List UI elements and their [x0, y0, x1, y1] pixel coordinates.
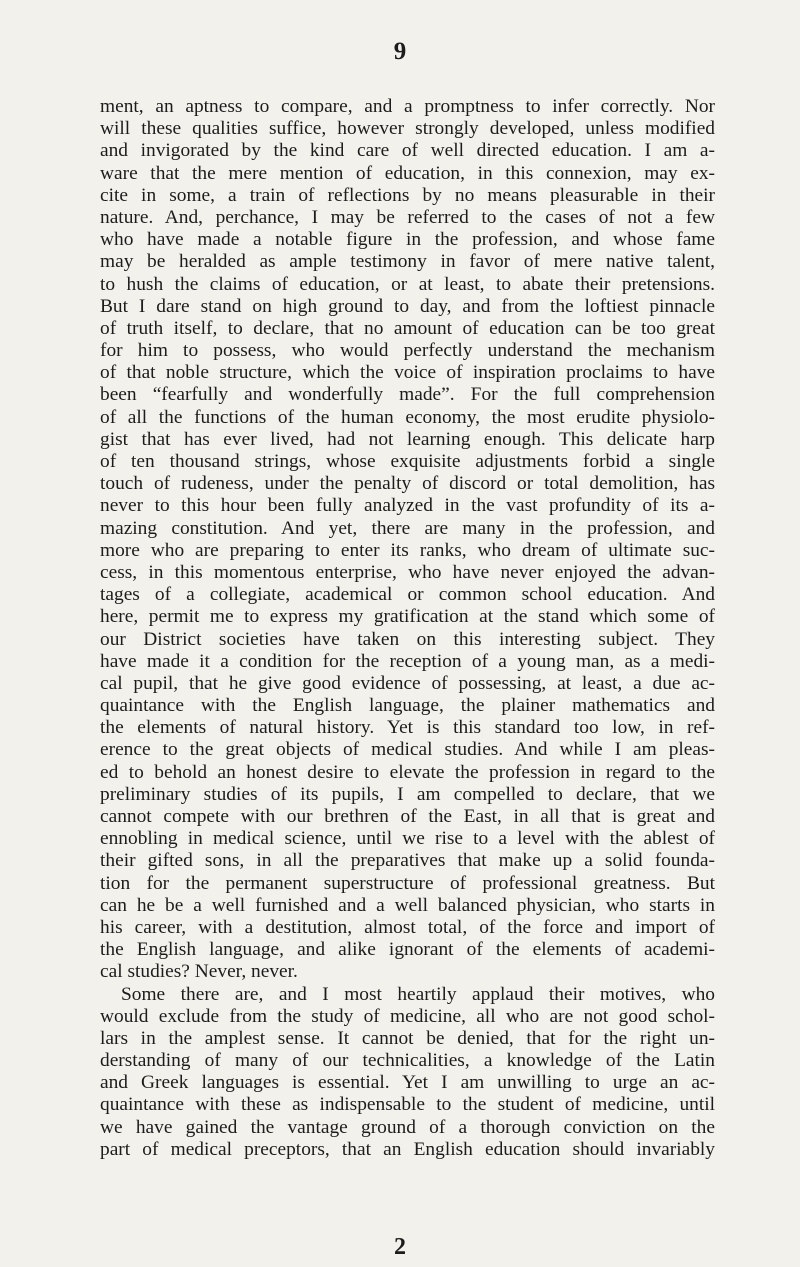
text-line: our District societies have taken on this interesting subject. They: [100, 628, 715, 650]
text-line: ennobling in medical science, until we rise to a level with the ablest of: [100, 828, 715, 850]
text-line: to hush the claims of education, or at least, to abate their pretensions.: [100, 273, 715, 295]
text-line: of that noble structure, which the voice of inspiration proclaims to have: [100, 362, 715, 384]
text-line: been “fearfully and wonderfully made”. For the full comprehension: [100, 384, 715, 406]
text-line: of truth itself, to declare, that no amount of education can be too great: [100, 317, 715, 339]
text-line: we have gained the vantage ground of a thorough conviction on the: [100, 1116, 715, 1138]
text-line: here, permit me to express my gratification at the stand which some of: [100, 606, 715, 628]
text-line: his career, with a destitution, almost total, of the force and import of: [100, 916, 715, 938]
page-number: 9: [393, 38, 407, 65]
text-line: part of medical preceptors, that an English education should invariably: [100, 1138, 715, 1160]
text-line: mazing constitution. And yet, there are many in the profession, and: [100, 517, 715, 539]
text-line: and Greek languages is essential. Yet I am unwilling to urge an ac-: [100, 1072, 715, 1094]
text-line: the English language, and alike ignorant of the elements of academi-: [100, 939, 715, 961]
text-line: more who are preparing to enter its ranks, who dream of ultimate suc-: [100, 539, 715, 561]
text-line: ed to behold an honest desire to elevate the profession in regard to the: [100, 761, 715, 783]
text-line: lars in the amplest sense. It cannot be denied, that for the right un-: [100, 1027, 715, 1049]
text-line: and invigorated by the kind care of well directed education. I am a-: [100, 140, 715, 162]
text-line: for him to possess, who would perfectly understand the mechanism: [100, 340, 715, 362]
text-line: tion for the permanent superstructure of professional greatness. But: [100, 872, 715, 894]
text-line: the elements of natural history. Yet is this standard too low, in ref-: [100, 717, 715, 739]
text-line: will these qualities suffice, however strongly developed, unless modified: [100, 118, 715, 140]
text-line-paragraph-start: Some there are, and I most heartily applaud their motives, who: [121, 983, 715, 1005]
text-line: cannot compete with our brethren of the East, in all that is great and: [100, 806, 715, 827]
signature-mark: 2: [394, 1234, 406, 1260]
text-line: cal pupil, that he give good evidence of possessing, at least, a due ac-: [100, 672, 715, 694]
text-line: who have made a notable figure in the profession, and whose fame: [100, 229, 715, 251]
text-line: erence to the great objects of medical studies. And while I am pleas-: [100, 739, 715, 761]
text-line: nature. And, perchance, I may be referred to the cases of not a few: [100, 206, 715, 228]
text-line: quaintance with these as indispensable to the student of medicine, until: [100, 1094, 715, 1116]
body-text: [100, 96, 715, 1161]
text-line: tages of a collegiate, academical or common school education. And: [100, 584, 715, 606]
text-line: may be heralded as ample testimony in favor of mere native talent,: [100, 251, 715, 273]
text-line: preliminary studies of its pupils, I am compelled to declare, that we: [100, 783, 715, 805]
text-line: quaintance with the English language, the plainer mathematics and: [100, 695, 715, 717]
text-line: ware that the mere mention of education, in this connexion, may ex-: [100, 162, 715, 184]
text-line: touch of rudeness, under the penalty of discord or total demolition, has: [100, 473, 715, 495]
text-line: never to this hour been fully analyzed in the vast profundity of its a-: [100, 495, 715, 517]
text-line: derstanding of many of our technicalities, a knowledge of the Latin: [100, 1050, 715, 1072]
text-line-paragraph-end: cal studies? Never, never.: [100, 961, 298, 983]
text-line: can he be a well furnished and a well balanced physician, who starts in: [100, 894, 715, 916]
text-line: would exclude from the study of medicine, all who are not good schol-: [100, 1005, 715, 1027]
text-line: ment, an aptness to compare, and a promptness to infer correctly. Nor: [100, 96, 715, 117]
text-line: But I dare stand on high ground to day, and from the loftiest pinnacle: [100, 295, 715, 317]
text-line: have made it a condition for the reception of a young man, as a medi-: [100, 650, 715, 672]
text-line: of all the functions of the human economy, the most erudite physiolo-: [100, 406, 715, 428]
text-line: cess, in this momentous enterprise, who have never enjoyed the advan-: [100, 561, 715, 583]
text-line: cite in some, a train of reflections by no means pleasurable in their: [100, 184, 715, 206]
text-line: their gifted sons, in all the preparatives that make up a solid founda-: [100, 850, 715, 872]
text-line: of ten thousand strings, whose exquisite adjustments forbid a single: [100, 451, 715, 472]
text-line: gist that has ever lived, had not learning enough. This delicate harp: [100, 428, 715, 450]
